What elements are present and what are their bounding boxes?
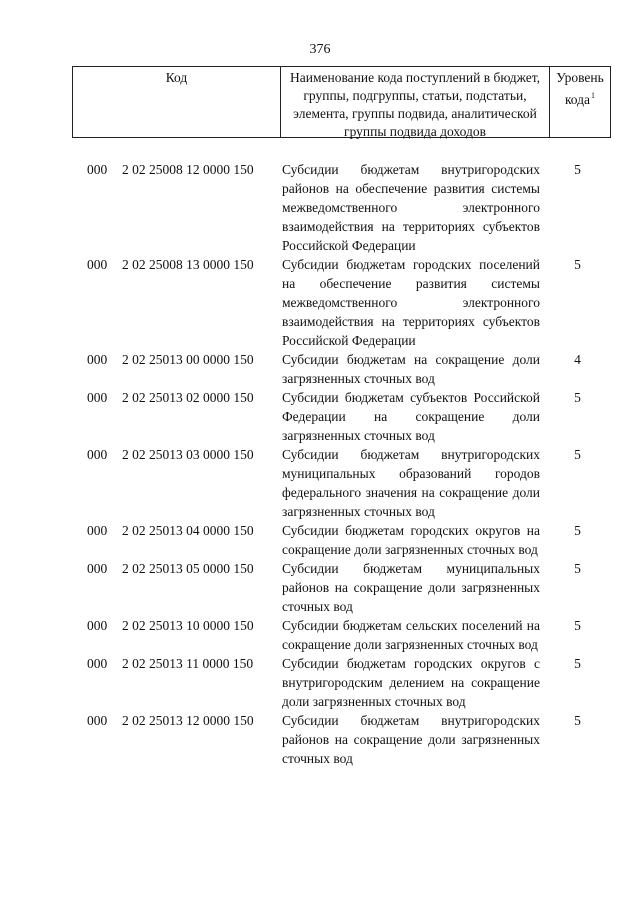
code-level: 5: [574, 447, 581, 462]
code-level: 4: [574, 352, 581, 367]
header-level: [550, 67, 610, 137]
code-level: 5: [574, 713, 581, 728]
revenue-name: Субсидии бюджетам внутригородских муниципальных образований городов федерального значения на сокращение доли загрязненных сточных вод: [282, 447, 540, 519]
revenue-name: Субсидии бюджетам сельских поселений на сокращение доли загрязненных сточных вод: [282, 618, 540, 652]
revenue-code: 2 02 25008 12 0000 150: [122, 162, 254, 177]
code-level: 5: [574, 618, 581, 633]
revenue-code: 2 02 25013 04 0000 150: [122, 523, 254, 538]
table-row: [72, 350, 611, 388]
revenue-name: Субсидии бюджетам городских округов на сокращение доли загрязненных сточных вод: [282, 523, 540, 557]
revenue-name: Субсидии бюджетам городских поселений на обеспечение развития системы межведомственного электронного взаимодействия на территориях субъектов Российской Федерации: [282, 257, 540, 348]
revenue-name: Субсидии бюджетам муниципальных районов на сокращение доли загрязненных сточных вод: [282, 561, 540, 614]
revenue-name: Субсидии бюджетам внутригородских районов на сокращение доли загрязненных сточных вод: [282, 713, 540, 766]
revenue-code: 2 02 25013 05 0000 150: [122, 561, 254, 576]
revenue-code: 2 02 25013 10 0000 150: [122, 618, 254, 633]
header-level-label: Уровень кода: [556, 70, 604, 107]
table-row: [72, 711, 611, 768]
admin-code: 000: [87, 352, 108, 367]
admin-code: 000: [87, 713, 108, 728]
table-row: [72, 559, 611, 616]
table-row: [72, 445, 611, 521]
table-row: [72, 160, 611, 255]
admin-code: 000: [87, 561, 108, 576]
code-level: 5: [574, 561, 581, 576]
admin-code: 000: [87, 618, 108, 633]
admin-code: 000: [87, 162, 108, 177]
admin-code: 000: [87, 447, 108, 462]
table-row: [72, 616, 611, 654]
code-level: 5: [574, 257, 581, 272]
revenue-name: Субсидии бюджетам на сокращение доли загрязненных сточных вод: [282, 352, 540, 386]
page-number: 376: [309, 42, 331, 57]
table-row: [72, 654, 611, 711]
revenue-name: Субсидии бюджетам субъектов Российской Федерации на сокращение доли загрязненных сточных вод: [282, 390, 540, 443]
revenue-code: 2 02 25008 13 0000 150: [122, 257, 254, 272]
header-name: Наименование кода поступлений в бюджет, группы, подгруппы, статьи, подстатьи, элемента, группы подвида, аналитической группы подвида доходов: [281, 67, 550, 137]
code-level: 5: [574, 523, 581, 538]
table-row: [72, 521, 611, 559]
table-body: [72, 160, 611, 768]
header-code: Код: [73, 67, 281, 137]
revenue-name: Субсидии бюджетам внутригородских районов на обеспечение развития системы межведомственного электронного взаимодействия на территориях субъектов Российской Федерации: [282, 162, 540, 253]
code-level: 5: [574, 656, 581, 671]
revenue-code: 2 02 25013 03 0000 150: [122, 447, 254, 462]
revenue-code: 2 02 25013 12 0000 150: [122, 713, 254, 728]
table-row: [72, 255, 611, 350]
revenue-name: Субсидии бюджетам городских округов с внутригородским делением на сокращение доли загрязненных сточных вод: [282, 656, 540, 709]
admin-code: 000: [87, 523, 108, 538]
admin-code: 000: [87, 390, 108, 405]
revenue-code: 2 02 25013 00 0000 150: [122, 352, 254, 367]
admin-code: 000: [87, 656, 108, 671]
code-level: 5: [574, 162, 581, 177]
footnote-marker: 1: [591, 91, 596, 100]
table-header: [72, 66, 611, 138]
admin-code: 000: [87, 257, 108, 272]
revenue-code: 2 02 25013 11 0000 150: [122, 656, 254, 671]
revenue-code: 2 02 25013 02 0000 150: [122, 390, 254, 405]
table-row: [72, 388, 611, 445]
code-level: 5: [574, 390, 581, 405]
